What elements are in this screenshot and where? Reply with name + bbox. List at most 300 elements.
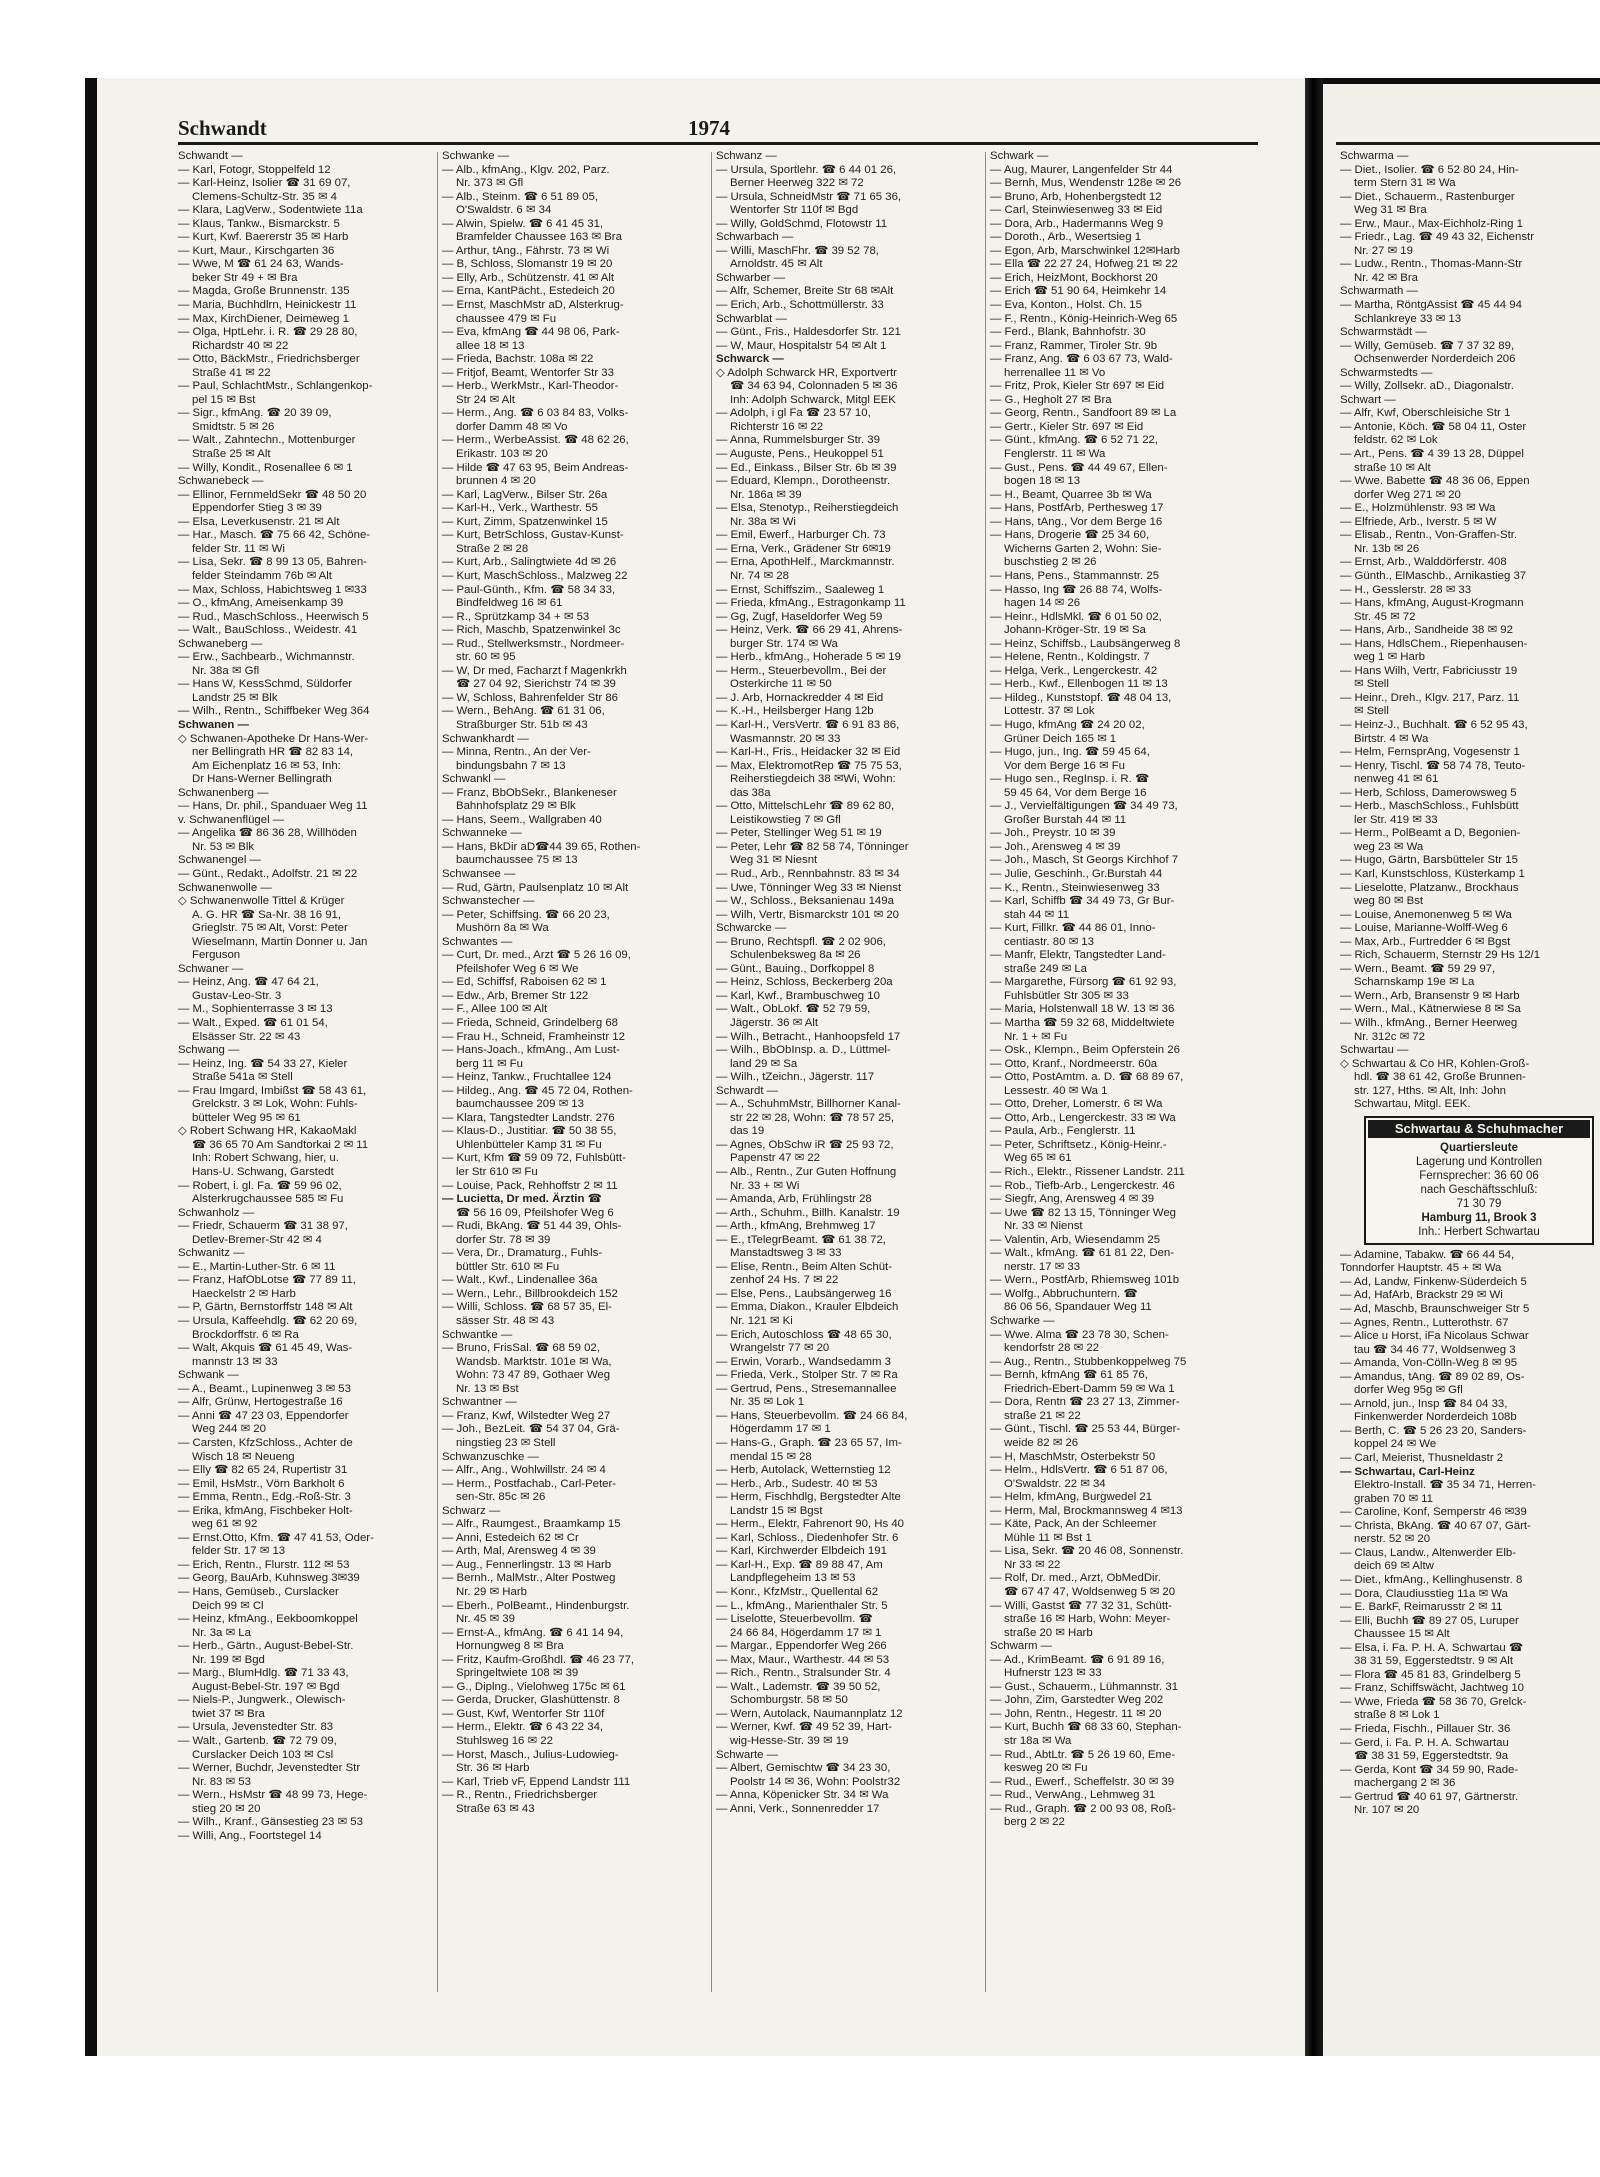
directory-entry: — Herb., WerkMstr., Karl-Theodor- bbox=[442, 380, 619, 393]
directory-entry: — Wolfg., Abbruchuntern. ☎ bbox=[990, 1287, 1138, 1300]
directory-entry: Stuhlsweg 16 ✉ 22 bbox=[456, 1734, 553, 1747]
directory-entry: stah 44 ✉ 11 bbox=[1004, 908, 1070, 921]
directory-entry: — Martha ☎ 59 32 68, Middeltwiete bbox=[990, 1017, 1175, 1029]
directory-entry: graben 70 ✉ 11 bbox=[1354, 1492, 1433, 1505]
directory-entry: — Günt., Fris., Haldesdorfer Str. 121 bbox=[716, 326, 901, 339]
directory-entry: — Amandus, tAng. ☎ 89 02 89, Os- bbox=[1340, 1370, 1525, 1383]
directory-entry: — Diet., kfmAng., Kellinghusenstr. 8 bbox=[1340, 1573, 1523, 1586]
directory-entry: — L., kfmAng., Marienthaler Str. 5 bbox=[716, 1599, 888, 1612]
directory-entry: — Günt., Tischl. ☎ 25 53 44, Bürger- bbox=[990, 1423, 1181, 1436]
directory-entry: weg 1 ✉ Harb bbox=[1354, 651, 1425, 664]
directory-entry: bütteler Weg 95 ✉ 61 bbox=[192, 1111, 301, 1124]
directory-entry: — Walt., Lademstr. ☎ 39 50 52, bbox=[716, 1680, 881, 1693]
directory-entry: sen-Str. 85c ✉ 26 bbox=[456, 1491, 546, 1504]
directory-entry: Str 24 ✉ Alt bbox=[456, 393, 515, 406]
directory-entry: Nr. 35 ✉ Lok 1 bbox=[730, 1396, 805, 1409]
header-rule bbox=[178, 142, 1258, 145]
directory-entry: — Günt., Redakt., Adolfstr. 21 ✉ 22 bbox=[178, 867, 358, 880]
directory-entry: — Hugo, kfmAng ☎ 24 20 02, bbox=[990, 718, 1145, 731]
directory-entry: — Lisa, Sekr. ☎ 8 99 13 05, Bahren- bbox=[178, 556, 367, 569]
directory-entry: — Aug., Fennerlingstr. 13 ✉ Harb bbox=[442, 1558, 612, 1571]
directory-entry: — Hans, Pens., Stammannstr. 25 bbox=[990, 569, 1160, 582]
directory-entry: Bindfeldweg 16 ✉ 61 bbox=[456, 597, 563, 610]
directory-entry: — Klara, LagVerw., Sodentwiete 11a bbox=[178, 204, 363, 217]
directory-entry: — Karl, Kunstschloss, Küsterkamp 1 bbox=[1340, 867, 1525, 880]
directory-entry: Arnoldstr. 45 ✉ Alt bbox=[730, 258, 823, 271]
directory-entry: — Rolf, Dr. med., Arzt, ObMedDir. bbox=[990, 1572, 1161, 1585]
directory-entry: — Herm., Elektr. ☎ 6 43 22 34, bbox=[442, 1721, 604, 1734]
directory-entry: — Aug, Maurer, Langenfelder Str 44 bbox=[990, 163, 1173, 176]
advertisement-line: nach Geschäftsschluß: bbox=[1420, 1183, 1538, 1196]
directory-entry: — Fritjof, Beamt, Wentorfer Str 33 bbox=[442, 366, 614, 379]
directory-entry: — Gust, Kwf, Wentorfer Str 110f bbox=[442, 1707, 605, 1720]
directory-entry: — Helene, Rentn., Koldingstr. 7 bbox=[990, 651, 1150, 664]
directory-entry: — Hans W, KessSchmd, Süldorfer bbox=[178, 678, 353, 691]
directory-entry: — Elly ☎ 82 65 24, Rupertistr 31 bbox=[178, 1464, 348, 1477]
directory-entry: Wentorfer Str 110f ✉ Bgd bbox=[730, 204, 859, 217]
surname-heading: Schwankl — bbox=[442, 773, 506, 786]
directory-entry: Weg 31 ✉ Bra bbox=[1354, 204, 1427, 217]
directory-entry: büttler Str. 610 ✉ Fu bbox=[456, 1260, 560, 1273]
directory-entry: allee 18 ✉ 13 bbox=[456, 339, 525, 352]
directory-entry: Papenstr 47 ✉ 22 bbox=[730, 1152, 820, 1165]
directory-entry: — Heinr., Dreh., Klgv. 217, Parz. 11 bbox=[1340, 691, 1520, 704]
directory-entry: — Wwe, M ☎ 61 24 63, Wands- bbox=[178, 258, 344, 271]
directory-entry: — Erich, HeizMont, Bockhorst 20 bbox=[990, 271, 1158, 284]
directory-entry: — Rud., Arb., Rennbahnstr. 83 ✉ 34 bbox=[716, 867, 900, 880]
directory-entry: Schwartau, Mitgl. EEK. bbox=[1354, 1098, 1471, 1111]
directory-entry: — Curt, Dr. med., Arzt ☎ 5 26 16 09, bbox=[442, 949, 631, 962]
directory-entry: — Joh., Preystr. 10 ✉ 39 bbox=[990, 827, 1116, 840]
surname-heading: Schwanengel — bbox=[178, 854, 261, 867]
directory-entry: ◇ Robert Schwang HR, KakaoMakl bbox=[178, 1125, 357, 1138]
directory-entry: — Willy, GoldSchmd, Flotowstr 11 bbox=[716, 217, 888, 230]
directory-entry: — Ursula, Sportlehr. ☎ 6 44 01 26, bbox=[716, 163, 897, 176]
directory-entry: — Max, Schloss, Habichtsweg 1 ✉33 bbox=[178, 583, 367, 596]
directory-entry: Str. 36 ✉ Harb bbox=[456, 1762, 530, 1775]
directory-entry: — Ernst, MaschMstr aD, Alsterkrug- bbox=[442, 299, 624, 312]
surname-heading: Schwang — bbox=[178, 1044, 240, 1057]
directory-entry: — Hans, Steuerbevollm. ☎ 24 66 84, bbox=[716, 1409, 908, 1422]
directory-entry: Smidtstr. 5 ✉ 26 bbox=[192, 420, 275, 433]
directory-entry: Jägerstr. 36 ✉ Alt bbox=[730, 1017, 819, 1029]
directory-entry: — Gust., Schauerm., Lühmannstr. 31 bbox=[990, 1680, 1179, 1693]
directory-entry: wig-Hesse-Str. 39 ✉ 19 bbox=[730, 1734, 849, 1747]
surname-heading: Schwarm — bbox=[990, 1640, 1053, 1653]
directory-entry: Landstr 15 ✉ Bgst bbox=[730, 1504, 823, 1517]
directory-entry: — Ed., Einkass., Bilser Str. 6b ✉ 39 bbox=[716, 461, 897, 474]
directory-entry: Curslacker Deich 103 ✉ Csl bbox=[192, 1748, 334, 1761]
directory-entry: Berner Heerweg 322 ✉ 72 bbox=[730, 177, 864, 190]
directory-entry: — Frieda, kfmAng., Estragonkamp 11 bbox=[716, 597, 906, 610]
directory-entry: Grieglstr. 75 ✉ Alt, Vorst: Peter bbox=[192, 922, 348, 935]
directory-entry: — Ernst-A., kfmAng. ☎ 6 41 14 94, bbox=[442, 1626, 624, 1639]
surname-heading: Schwanebeck — bbox=[178, 475, 264, 488]
directory-entry: — Carl, Steinwiesenweg 33 ✉ Eid bbox=[990, 204, 1163, 217]
directory-entry: — Hans-Joach., kfmAng., Am Lust- bbox=[442, 1044, 620, 1057]
directory-entry: — Ellinor, FernmeldSekr ☎ 48 50 20 bbox=[178, 488, 367, 501]
directory-entry: Scharnskamp 19e ✉ La bbox=[1354, 976, 1475, 989]
directory-entry: — Diet., Schauerm., Rastenburger bbox=[1340, 190, 1515, 203]
directory-entry: — Paul, SchlachtMstr., Schlangenkop- bbox=[178, 380, 373, 393]
directory-entry: — Klara, Tangstedter Landstr. 276 bbox=[442, 1111, 615, 1124]
directory-entry: Nr. 42 ✉ Bra bbox=[1354, 271, 1418, 284]
directory-entry: term Stern 31 ✉ Wa bbox=[1354, 177, 1456, 190]
directory-entry: Hornungweg 8 ✉ Bra bbox=[456, 1640, 564, 1653]
directory-entry: — Otto, Kranf., Nordmeerstr. 60a bbox=[990, 1057, 1158, 1070]
directory-entry: Grüner Deich 165 ✉ 1 bbox=[1004, 732, 1117, 745]
directory-entry: nerstr. 52 ✉ 20 bbox=[1354, 1533, 1431, 1546]
directory-entry: — Hans, kfmAng, August-Krogmann bbox=[1340, 597, 1524, 610]
directory-entry: — Joh., Arensweg 4 ✉ 39 bbox=[990, 840, 1121, 853]
directory-entry: Osterkirche 11 ✉ 50 bbox=[730, 678, 832, 691]
directory-entry: dorfer Weg 95g ✉ Gfl bbox=[1354, 1384, 1463, 1397]
directory-entry: Straße 25 ✉ Alt bbox=[192, 448, 271, 461]
directory-entry: ler Str. 419 ✉ 33 bbox=[1354, 813, 1438, 826]
directory-entry: — Wern, Autolack, Naumannplatz 12 bbox=[716, 1707, 903, 1720]
directory-entry: — Hugo sen., RegInsp. i. R. ☎ bbox=[990, 773, 1150, 786]
directory-entry: — Frieda, Bachstr. 108a ✉ 22 bbox=[442, 353, 594, 366]
directory-entry: str. 127, Hths. ✉ Alt, Inh: John bbox=[1354, 1084, 1507, 1097]
directory-entry: dorfer Damm 48 ✉ Vo bbox=[456, 420, 568, 433]
directory-entry: Richterstr 16 ✉ 22 bbox=[730, 420, 824, 433]
directory-entry: — Erwin, Vorarb., Wandsedamm 3 bbox=[716, 1355, 891, 1368]
directory-entry: Erikastr. 103 ✉ 20 bbox=[456, 448, 548, 461]
directory-entry: — Peter, Lehr ☎ 82 58 74, Tönninger bbox=[716, 840, 909, 853]
directory-entry: — Hans, Seem., Wallgraben 40 bbox=[442, 813, 602, 826]
directory-entry: — Rich, Schauerm, Sternstr 29 Hs 12/1 bbox=[1340, 949, 1541, 962]
directory-entry: — Herb., Arb., Sudestr. 40 ✉ 53 bbox=[716, 1477, 878, 1490]
directory-entry: Högerdamm 17 ✉ 1 bbox=[730, 1423, 831, 1436]
directory-entry: — Eduard, Klempn., Dorotheenstr. bbox=[716, 475, 891, 488]
directory-entry: Wandsb. Marktstr. 101e ✉ Wa, bbox=[456, 1355, 612, 1368]
directory-entry: — Paula, Arb., Fenglerstr. 11 bbox=[990, 1125, 1136, 1138]
directory-entry: Tonndorfer Hauptstr. 45 + ✉ Wa bbox=[1340, 1262, 1502, 1275]
directory-entry: — Erna, KantPächt., Estedeich 20 bbox=[442, 285, 615, 298]
directory-entry: — Walt., Gartenb. ☎ 72 79 09, bbox=[178, 1734, 337, 1747]
directory-entry: Nr. 33 ✉ Nienst bbox=[1004, 1220, 1083, 1233]
directory-entry: — Alb., kfmAng., Klgv. 202, Parz. bbox=[442, 163, 610, 176]
directory-entry: — Ursula, SchneidMstr ☎ 71 65 36, bbox=[716, 190, 902, 203]
directory-entry: — Erna, Verk., Grädener Str 6✉19 bbox=[716, 542, 891, 555]
directory-entry: — Wwe, Frieda ☎ 58 36 70, Grelck- bbox=[1340, 1695, 1527, 1708]
advertisement-title: Schwartau & Schuhmacher bbox=[1368, 1120, 1590, 1138]
directory-entry: Wisch 18 ✉ Neueng bbox=[192, 1450, 295, 1463]
directory-entry: — Wilh., Betracht., Hanhoopsfeld 17 bbox=[716, 1030, 901, 1043]
directory-entry: — Max, KirchDiener, Deimeweg 1 bbox=[178, 312, 349, 325]
directory-entry: — Arnold, jun., Insp ☎ 84 04 33, bbox=[1340, 1397, 1508, 1410]
directory-entry: — Magda, Große Brunnenstr. 135 bbox=[178, 285, 350, 298]
directory-entry: weg 23 ✉ Wa bbox=[1354, 840, 1424, 853]
directory-entry: ◇ Adolph Schwarck HR, Exportvertr bbox=[716, 366, 897, 379]
directory-entry: Wrangelstr 77 ✉ 20 bbox=[730, 1342, 830, 1355]
directory-entry: — Rud., Ewerf., Scheffelstr. 30 ✉ 39 bbox=[990, 1775, 1175, 1788]
surname-heading: v. Schwanenflügel — bbox=[178, 813, 285, 826]
surname-heading: Schwandt — bbox=[178, 150, 243, 162]
directory-entry: — Marg., BlumHdlg. ☎ 71 33 43, bbox=[178, 1667, 349, 1680]
directory-entry: — Günt., Bauing., Dorfkoppel 8 bbox=[716, 962, 875, 975]
advertisement-line: Fernsprecher: 36 60 06 bbox=[1419, 1169, 1539, 1182]
directory-entry: Straße 41 ✉ 22 bbox=[192, 366, 271, 379]
directory-entry: — Herb., Gärtn., August-Bebel-Str. bbox=[178, 1640, 354, 1653]
surname-heading: Schwark — bbox=[990, 150, 1049, 162]
page-number: 1974 bbox=[688, 116, 730, 140]
directory-entry: — Sigr., kfmAng. ☎ 20 39 09, bbox=[178, 407, 332, 420]
directory-entry: — Claus, Landw., Altenwerder Elb- bbox=[1340, 1546, 1517, 1559]
directory-entry: — Lisa, Sekr. ☎ 20 46 08, Sonnenstr. bbox=[990, 1545, 1184, 1558]
directory-entry: — Elly, Arb., Schützenstr. 41 ✉ Alt bbox=[442, 271, 615, 284]
directory-entry: — Heinz, Tankw., Fruchtallee 124 bbox=[442, 1071, 612, 1084]
directory-entry: Grelckstr. 3 ✉ Lok, Wohn: Fuhls- bbox=[192, 1098, 358, 1111]
directory-entry: — Herm., Elektr, Fahrenort 90, Hs 40 bbox=[716, 1518, 905, 1531]
directory-entry: — Hans, HdlsChem., Riepenhausen- bbox=[1340, 637, 1528, 650]
directory-entry: — Bruno, FrisSal. ☎ 68 59 02, bbox=[442, 1342, 600, 1355]
directory-entry: Ochsenwerder Norderdeich 206 bbox=[1354, 353, 1516, 366]
directory-entry: — Herb, Schloss, Damerowsweg 5 bbox=[1340, 786, 1517, 799]
directory-entry: Lessestr. 40 ✉ Wa 1 bbox=[1004, 1084, 1108, 1097]
directory-entry: — Hans Wilh, Vertr, Fabriciusstr 19 bbox=[1340, 664, 1518, 677]
directory-entry: Nr 33 ✉ 22 bbox=[1004, 1558, 1061, 1571]
directory-entry: kendorfstr 28 ✉ 22 bbox=[1004, 1342, 1100, 1355]
directory-entry: — B, Schloss, Slomanstr 19 ✉ 20 bbox=[442, 258, 613, 271]
directory-entry: — Helm., HdlsVertr. ☎ 6 51 87 06, bbox=[990, 1464, 1168, 1477]
directory-entry: — Werner, Kwf. ☎ 49 52 39, Hart- bbox=[716, 1721, 893, 1734]
directory-entry: Straßburger Str. 51b ✉ 43 bbox=[456, 718, 588, 731]
directory-entry: — Max, ElektromotRep ☎ 75 75 53, bbox=[716, 759, 902, 772]
directory-entry: Deich 99 ✉ Cl bbox=[192, 1599, 264, 1612]
directory-entry: ✉ Stell bbox=[1354, 705, 1389, 718]
advertisement-box bbox=[1364, 1116, 1594, 1245]
directory-entry: — Karl-H., VersVertr. ☎ 6 91 83 86, bbox=[716, 718, 900, 731]
directory-entry: — Konr., KfzMstr., Quellental 62 bbox=[716, 1585, 879, 1598]
directory-entry: — Anna, Rummelsburger Str. 39 bbox=[716, 434, 880, 447]
directory-entry: — Anna, Köpenicker Str. 34 ✉ Wa bbox=[716, 1789, 889, 1802]
directory-entry: Gustav-Leo-Str. 3 bbox=[192, 989, 282, 1002]
directory-entry: Nr. 13b ✉ 26 bbox=[1354, 542, 1420, 555]
directory-entry: Dr Hans-Werner Bellingrath bbox=[192, 773, 332, 786]
directory-entry: Ferguson bbox=[192, 949, 241, 962]
directory-entry: — Diet., Isolier. ☎ 6 52 80 24, Hin- bbox=[1340, 163, 1519, 176]
directory-entry: Landpflegeheim 13 ✉ 53 bbox=[730, 1572, 856, 1585]
directory-entry: — Gertrud, Pens., Stresemannallee bbox=[716, 1382, 897, 1395]
directory-entry: — Karl, Kirchwerder Elbdeich 191 bbox=[716, 1545, 887, 1558]
directory-entry: — Louise, Marianne-Wolff-Weg 6 bbox=[1340, 922, 1508, 935]
directory-entry: Nr. 186a ✉ 39 bbox=[730, 488, 802, 501]
directory-entry: Nr. 199 ✉ Bgd bbox=[192, 1653, 265, 1666]
directory-entry: Johann-Kröger-Str. 19 ✉ Sa bbox=[1004, 624, 1146, 637]
directory-entry: ◇ Schwartau & Co HR, Kohlen-Groß- bbox=[1340, 1057, 1530, 1070]
directory-entry: — Franz, Ang. ☎ 6 03 67 73, Wald- bbox=[990, 353, 1173, 366]
directory-entry: — Eberh., PolBeamt., Hindenburgstr. bbox=[442, 1599, 630, 1612]
directory-entry: — K., Rentn., Steinwiesenweg 33 bbox=[990, 881, 1160, 894]
directory-entry: Fuhlsbütler Str 305 ✉ 33 bbox=[1004, 989, 1129, 1002]
directory-entry: — Arth., kfmAng, Brehmweg 17 bbox=[716, 1220, 876, 1233]
directory-entry: — Willi, Gastst ☎ 77 32 31, Schütt- bbox=[990, 1599, 1172, 1612]
directory-entry: — H., Beamt, Quarree 3b ✉ Wa bbox=[990, 488, 1152, 501]
directory-entry: — Wern., Lehr., Billbrookdeich 152 bbox=[442, 1287, 618, 1300]
directory-entry: — Klaus, Tankw., Bismarckstr. 5 bbox=[178, 217, 340, 230]
directory-entry: — Ursula, Kaffeehdlg. ☎ 62 20 69, bbox=[178, 1315, 358, 1328]
directory-entry: — Peter, Stellinger Weg 51 ✉ 19 bbox=[716, 827, 882, 840]
directory-entry: — Wern., Arb, Bransenstr 9 ✉ Harb bbox=[1340, 989, 1520, 1002]
directory-entry: Nr. 33 + ✉ Wi bbox=[730, 1179, 800, 1192]
directory-entry: — Karl, Kwf., Brambuschweg 10 bbox=[716, 989, 880, 1002]
directory-entry: Weg 65 ✉ 61 bbox=[1004, 1152, 1072, 1165]
directory-entry: Reiherstiegdeich 38 ✉Wi, Wohn: bbox=[730, 773, 896, 786]
directory-entry: brunnen 4 ✉ 20 bbox=[456, 475, 536, 488]
directory-entry: — Georg, BauArb, Kuhnsweg 3✉39 bbox=[178, 1572, 360, 1585]
directory-entry: das 38a bbox=[730, 786, 771, 799]
directory-entry: Straße 63 ✉ 43 bbox=[456, 1802, 535, 1815]
directory-entry: Nr. 53 ✉ Blk bbox=[192, 840, 255, 853]
directory-entry: — W, Maur, Hospitalstr 54 ✉ Alt 1 bbox=[716, 339, 887, 352]
directory-entry: bindungsbahn 7 ✉ 13 bbox=[456, 759, 566, 772]
column-right-page bbox=[1340, 150, 1600, 2030]
surname-heading: Schwanitz — bbox=[178, 1247, 245, 1260]
directory-entry: — Berth, C. ☎ 5 26 23 20, Sanders- bbox=[1340, 1424, 1527, 1437]
directory-entry: — Har., Masch. ☎ 75 66 42, Schöne- bbox=[178, 529, 371, 542]
directory-entry: straße 8 ✉ Lok 1 bbox=[1354, 1709, 1440, 1722]
directory-entry: — Rob., Tiefb-Arb., Lengerckestr. 46 bbox=[990, 1179, 1175, 1192]
directory-entry: — Dora, Arb., Hadermanns Weg 9 bbox=[990, 217, 1164, 230]
directory-entry: — Herb., MaschSchloss., Fuhlsbütt bbox=[1340, 800, 1519, 813]
directory-entry: — Elisab., Rentn., Von-Graffen-Str. bbox=[1340, 529, 1518, 542]
directory-entry: chaussee 479 ✉ Fu bbox=[456, 312, 557, 325]
surname-heading: Schwansee — bbox=[442, 867, 516, 880]
directory-entry: — G., Hegholt 27 ✉ Bra bbox=[990, 393, 1112, 406]
surname-heading: Schwantke — bbox=[442, 1328, 513, 1341]
directory-entry: — Heinz, Verk. ☎ 66 29 41, Ahrens- bbox=[716, 624, 903, 637]
directory-entry: — Dora, Rentn ☎ 23 27 13, Zimmer- bbox=[990, 1396, 1180, 1409]
column-divider bbox=[711, 152, 712, 1992]
directory-entry: — Horst, Masch., Julius-Ludowieg- bbox=[442, 1748, 619, 1761]
directory-entry: — Ad, HafArb, Brackstr 29 ✉ Wi bbox=[1340, 1289, 1503, 1302]
directory-entry: — Franz, Kwf, Wilstedter Weg 27 bbox=[442, 1409, 611, 1422]
directory-entry: — Rud., Graph. ☎ 2 00 93 08, Roß- bbox=[990, 1802, 1176, 1815]
directory-entry: — J. Arb, Hornackredder 4 ✉ Eid bbox=[716, 691, 884, 704]
directory-entry: 24 66 84, Högerdamm 17 ✉ 1 bbox=[730, 1626, 882, 1639]
directory-entry: — Karl, Schiffb ☎ 34 49 73, Gr Bur- bbox=[990, 895, 1175, 908]
directory-entry: — Hans, BkDir aD☎44 39 65, Rothen- bbox=[442, 840, 641, 853]
directory-entry: — Walt., BauSchloss., Weidestr. 41 bbox=[178, 624, 358, 637]
directory-entry: — Rud., MaschSchloss., Heerwisch 5 bbox=[178, 610, 369, 623]
directory-entry: — Kurt, Kfm ☎ 59 09 72, Fuhlsbütt- bbox=[442, 1152, 626, 1165]
directory-entry: — Herb, Autolack, Wetternstieg 12 bbox=[716, 1464, 891, 1477]
directory-entry: Nr. 27 ✉ 19 bbox=[1354, 244, 1413, 257]
directory-entry: — Hilde ☎ 47 63 95, Beim Andreas- bbox=[442, 461, 629, 474]
surname-heading: Schwanen — bbox=[178, 718, 249, 731]
directory-entry: Poolstr 14 ✉ 36, Wohn: Poolstr32 bbox=[730, 1775, 901, 1788]
directory-entry: — H., Gesslerstr. 28 ✉ 33 bbox=[1340, 583, 1472, 596]
directory-entry: — Kurt, BetrSchloss, Gustav-Kunst- bbox=[442, 529, 624, 542]
directory-entry: Richardstr 40 ✉ 22 bbox=[192, 339, 289, 352]
directory-entry: — Anni, Verk., Sonnenredder 17 bbox=[716, 1802, 880, 1815]
directory-entry: Am Eichenplatz 16 ✉ 53, Inh: bbox=[192, 759, 341, 772]
directory-entry: — Hans, Arb., Sandheide 38 ✉ 92 bbox=[1340, 624, 1513, 637]
directory-entry: — Ad, Landw, Finkenw-Süderdeich 5 bbox=[1340, 1275, 1527, 1288]
directory-entry: O'Swaldstr. 6 ✉ 34 bbox=[456, 204, 552, 217]
directory-entry: zenhof 24 Hs. 7 ✉ 22 bbox=[730, 1274, 839, 1287]
surname-heading: Schwaneberg — bbox=[178, 637, 263, 650]
directory-entry: — Helm, kfmAng, Burgwedel 21 bbox=[990, 1491, 1153, 1504]
directory-entry: — Margar., Eppendorfer Weg 266 bbox=[716, 1640, 887, 1653]
directory-entry: — Maria, Holstenwall 18 W. 13 ✉ 36 bbox=[990, 1003, 1175, 1016]
directory-entry: ☎ 56 16 09, Pfeilshofer Weg 6 bbox=[456, 1206, 614, 1219]
directory-entry: — Julie, Geschinh., Gr.Burstah 44 bbox=[990, 867, 1163, 880]
directory-entry: — G., Diplng., Vielohweg 175c ✉ 61 bbox=[442, 1680, 626, 1693]
directory-entry: straße 21 ✉ 22 bbox=[1004, 1409, 1081, 1422]
directory-entry: Bramfelder Chaussee 163 ✉ Bra bbox=[456, 231, 622, 244]
directory-entry: Birtstr. 4 ✉ Wa bbox=[1354, 732, 1429, 745]
directory-entry: — Arth., Schuhm., Billh. Kanalstr. 19 bbox=[716, 1206, 900, 1219]
directory-entry: — Gerda, Kont ☎ 34 59 90, Rade- bbox=[1340, 1763, 1519, 1776]
directory-entry: — Elfriede, Arb., Iverstr. 5 ✉ W bbox=[1340, 515, 1497, 528]
directory-entry: — Karl, LagVerw., Bilser Str. 26a bbox=[442, 488, 608, 501]
surname-heading: Schwanstecher — bbox=[442, 895, 535, 908]
directory-entry: Nr. 38a ✉ Gfl bbox=[192, 664, 260, 677]
directory-entry: Nr. 1 + ✉ Fu bbox=[1004, 1030, 1068, 1043]
directory-entry: — Hugo, jun., Ing. ☎ 59 45 64, bbox=[990, 746, 1150, 759]
surname-heading: Schwarck — bbox=[716, 353, 784, 366]
directory-entry: — Frau Imgard, Imbißst ☎ 58 43 61, bbox=[178, 1084, 367, 1097]
directory-entry: — Heinz, Schloss, Beckerberg 20a bbox=[716, 976, 893, 989]
directory-entry: Bahnhofsplatz 29 ✉ Blk bbox=[456, 800, 576, 813]
directory-entry: — Flora ☎ 45 81 83, Grindelberg 5 bbox=[1340, 1668, 1521, 1681]
directory-entry: — Heinr., HdlsMkl. ☎ 6 01 50 02, bbox=[990, 610, 1162, 623]
directory-entry: Nr. 29 ✉ Harb bbox=[456, 1585, 527, 1598]
directory-entry: — Walt., Kwf., Lindenallee 36a bbox=[442, 1274, 598, 1287]
directory-entry: — Valentin, Arb, Wiesendamm 25 bbox=[990, 1233, 1161, 1246]
directory-entry: — Ernst.Otto, Kfm. ☎ 47 41 53, Oder- bbox=[178, 1531, 374, 1544]
directory-entry: Lottestr. 37 ✉ Lok bbox=[1004, 705, 1095, 718]
surname-heading: Schwarmstädt — bbox=[1340, 326, 1427, 339]
directory-entry: bogen 18 ✉ 13 bbox=[1004, 475, 1081, 488]
directory-entry: — Gerd, i. Fa. P. H. A. Schwartau bbox=[1340, 1736, 1509, 1749]
directory-entry: — Bruno, Arb, Hohenbergstedt 12 bbox=[990, 190, 1162, 203]
directory-entry: — Hans, Gemüseb., Curslacker bbox=[178, 1585, 339, 1598]
directory-entry: — Erika, kfmAng, Fischbeker Holt- bbox=[178, 1504, 353, 1517]
directory-entry: — Erw., Sachbearb., Wichmannstr. bbox=[178, 651, 355, 664]
directory-entry: — Heinz, Schiffsb., Laubsängerweg 8 bbox=[990, 637, 1181, 650]
directory-entry: feldstr. 62 ✉ Lok bbox=[1354, 434, 1438, 447]
directory-entry: Nr. 3a ✉ La bbox=[192, 1626, 251, 1639]
surname-heading: Schwankhardt — bbox=[442, 732, 529, 745]
directory-entry: — Carsten, KfzSchloss., Achter de bbox=[178, 1436, 353, 1449]
directory-entry: — Alfr., Raumgest., Braamkamp 15 bbox=[442, 1518, 621, 1531]
directory-entry: — Ferd., Blank, Bahnhofstr. 30 bbox=[990, 326, 1146, 339]
advertisement-line: Hamburg 11, Brook 3 bbox=[1421, 1211, 1537, 1224]
directory-entry: Alsterkrugchaussee 585 ✉ Fu bbox=[192, 1193, 344, 1206]
directory-entry: — Rud., Stellwerksmstr., Nordmeer- bbox=[442, 637, 625, 650]
directory-entry: Wohn: 73 47 89, Gothaer Weg bbox=[456, 1369, 611, 1382]
directory-entry: — Alwin, Spielw. ☎ 6 41 45 31, bbox=[442, 217, 604, 230]
directory-entry: Nr. 312c ✉ 72 bbox=[1354, 1030, 1425, 1043]
directory-entry: — E. BarkF, Reimarusstr 2 ✉ 11 bbox=[1340, 1601, 1503, 1614]
directory-entry: — Margarethe, Fürsorg ☎ 61 92 93, bbox=[990, 976, 1177, 989]
surname-heading: Schwarz — bbox=[442, 1504, 501, 1517]
directory-entry: — Maria, Buchhdlrn, Heinickestr 11 bbox=[178, 299, 357, 312]
directory-entry: — M., Sophienterrasse 3 ✉ 13 bbox=[178, 1003, 333, 1016]
directory-entry: — Doroth., Arb., Wesertsieg 1 bbox=[990, 231, 1142, 244]
directory-entry: nenweg 41 ✉ 61 bbox=[1354, 773, 1439, 786]
directory-entry: — Louise, Pack, Rehhoffstr 2 ✉ 11 bbox=[442, 1179, 618, 1192]
directory-entry: — Alfr, Schemer, Breite Str 68 ✉Alt bbox=[716, 285, 894, 298]
directory-entry: herrenallee 11 ✉ Vo bbox=[1004, 366, 1106, 379]
directory-entry: — Herm., WerbeAssist. ☎ 48 62 26, bbox=[442, 434, 629, 447]
directory-entry: — Arthur, tAng., Fährstr. 73 ✉ Wi bbox=[442, 244, 610, 257]
directory-entry: — Carl, Meierist, Thusneldastr 2 bbox=[1340, 1452, 1504, 1465]
directory-entry: — Erna, ApothHelf., Marckmannstr. bbox=[716, 556, 895, 569]
